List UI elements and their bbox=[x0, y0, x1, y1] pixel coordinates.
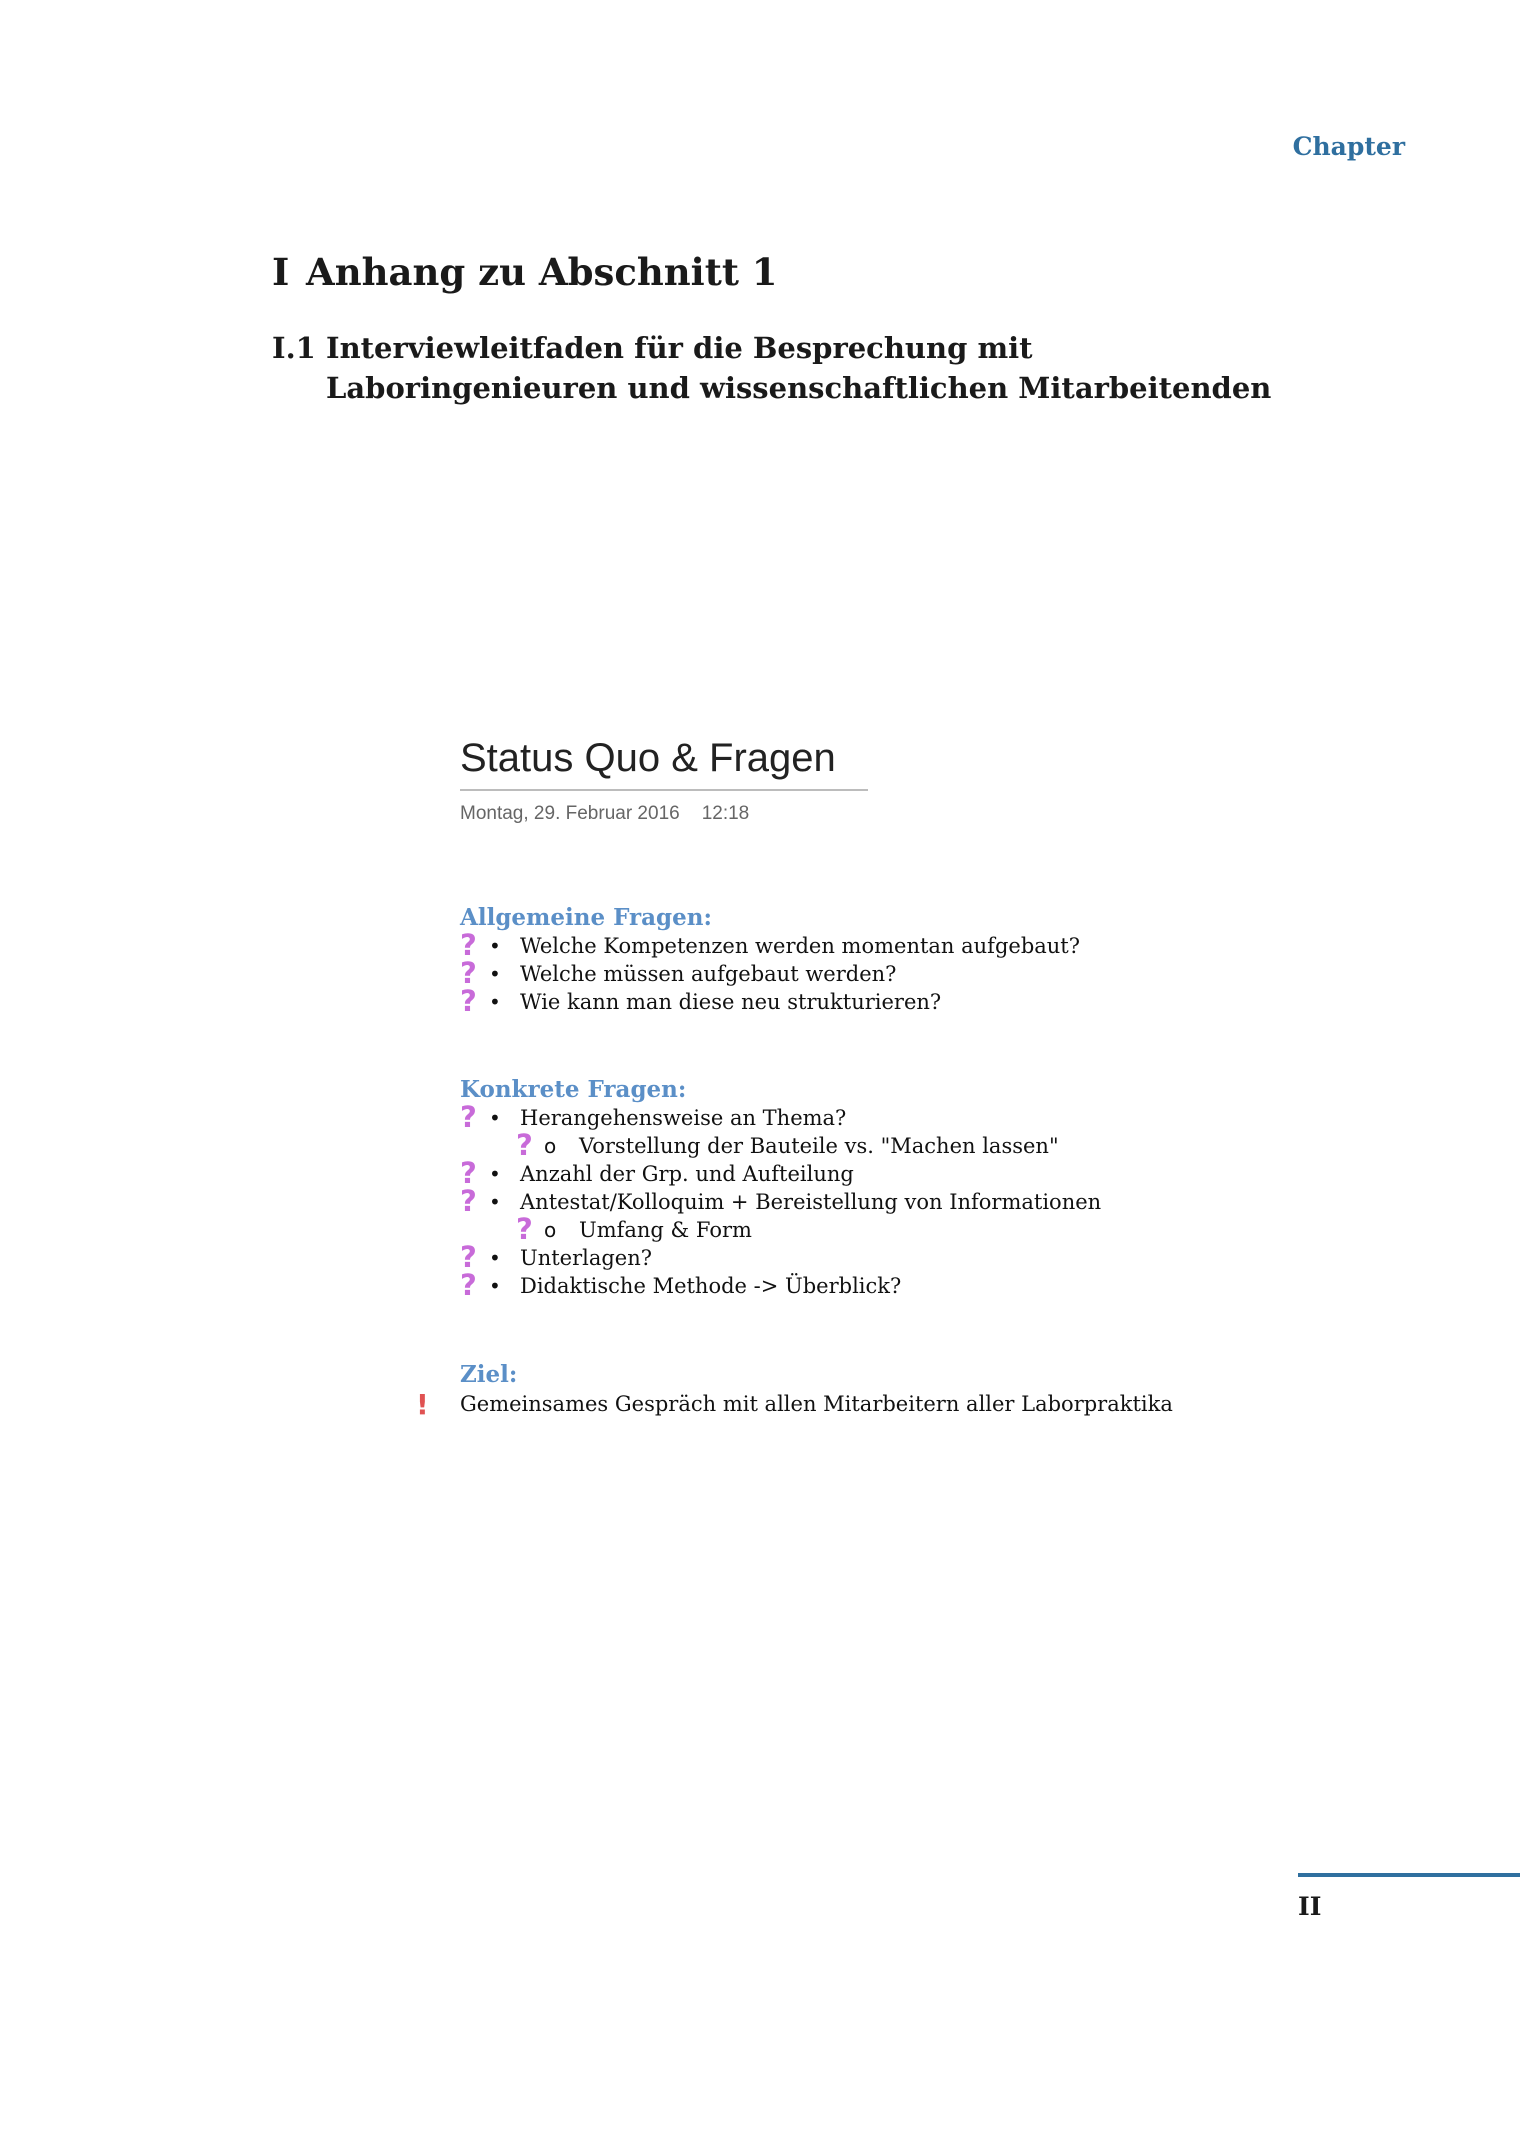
footer-rule bbox=[1298, 1873, 1520, 1877]
question-tag-icon: ? bbox=[460, 1184, 477, 1218]
note-title-underline bbox=[460, 789, 868, 791]
section-heading bbox=[272, 328, 1272, 408]
concrete-questions-heading: Konkrete Fragen: bbox=[460, 1076, 687, 1103]
question-tag-icon: ? bbox=[460, 928, 477, 962]
note-time: 12:18 bbox=[701, 803, 750, 824]
sub-bullet-icon: o bbox=[544, 1218, 557, 1242]
list-item-text: Anzahl der Grp. und Aufteilung bbox=[520, 1162, 854, 1186]
note-title: Status Quo & Fragen bbox=[460, 736, 836, 780]
list-item-text: Didaktische Methode -> Überblick? bbox=[520, 1274, 902, 1298]
section-number: I.1 bbox=[272, 331, 316, 365]
bullet-icon: • bbox=[489, 1162, 501, 1186]
list-item-text: Wie kann man diese neu strukturieren? bbox=[520, 990, 942, 1014]
list-item-text: Antestat/Kolloquim + Bereistellung von Informationen bbox=[520, 1190, 1102, 1214]
question-tag-icon: ? bbox=[460, 1156, 477, 1190]
bullet-icon: • bbox=[489, 962, 501, 986]
list-item-text: Vorstellung der Bauteile vs. "Machen lassen" bbox=[579, 1134, 1059, 1158]
chapter-number: I bbox=[272, 250, 290, 294]
list-item-text: Unterlagen? bbox=[520, 1246, 653, 1270]
general-questions-heading: Allgemeine Fragen: bbox=[460, 904, 712, 931]
note-timestamp bbox=[460, 803, 749, 825]
list-item-text: Umfang & Form bbox=[579, 1218, 752, 1242]
question-tag-icon: ? bbox=[460, 1268, 477, 1302]
bullet-icon: • bbox=[489, 1246, 501, 1270]
question-tag-icon: ? bbox=[460, 1240, 477, 1274]
question-tag-icon: ? bbox=[516, 1212, 533, 1246]
important-tag-icon: ! bbox=[416, 1388, 429, 1421]
bullet-icon: • bbox=[489, 1274, 501, 1298]
question-tag-icon: ? bbox=[460, 1100, 477, 1134]
running-head: Chapter bbox=[1292, 132, 1405, 161]
list-item-text: Welche Kompetenzen werden momentan aufgebaut? bbox=[520, 934, 1081, 958]
bullet-icon: • bbox=[489, 934, 501, 958]
goal-heading: Ziel: bbox=[460, 1361, 518, 1388]
note-date: Montag, 29. Februar 2016 bbox=[460, 803, 680, 824]
bullet-icon: • bbox=[489, 1190, 501, 1214]
goal-text: Gemeinsames Gespräch mit allen Mitarbeitern aller Laborpraktika bbox=[460, 1392, 1173, 1416]
sub-bullet-icon: o bbox=[544, 1134, 557, 1158]
list-item-text: Welche müssen aufgebaut werden? bbox=[520, 962, 897, 986]
bullet-icon: • bbox=[489, 1106, 501, 1130]
chapter-title: Anhang zu Abschnitt 1 bbox=[306, 250, 778, 294]
question-tag-icon: ? bbox=[516, 1128, 533, 1162]
question-tag-icon: ? bbox=[460, 956, 477, 990]
page-number: II bbox=[1298, 1892, 1322, 1921]
bullet-icon: • bbox=[489, 990, 501, 1014]
chapter-heading bbox=[272, 250, 778, 294]
question-tag-icon: ? bbox=[460, 984, 477, 1018]
list-item-text: Herangehensweise an Thema? bbox=[520, 1106, 847, 1130]
section-title: Interviewleitfaden für die Besprechung mit Laboringenieuren und wissenschaftlichen Mitarbeitenden bbox=[326, 331, 1272, 405]
